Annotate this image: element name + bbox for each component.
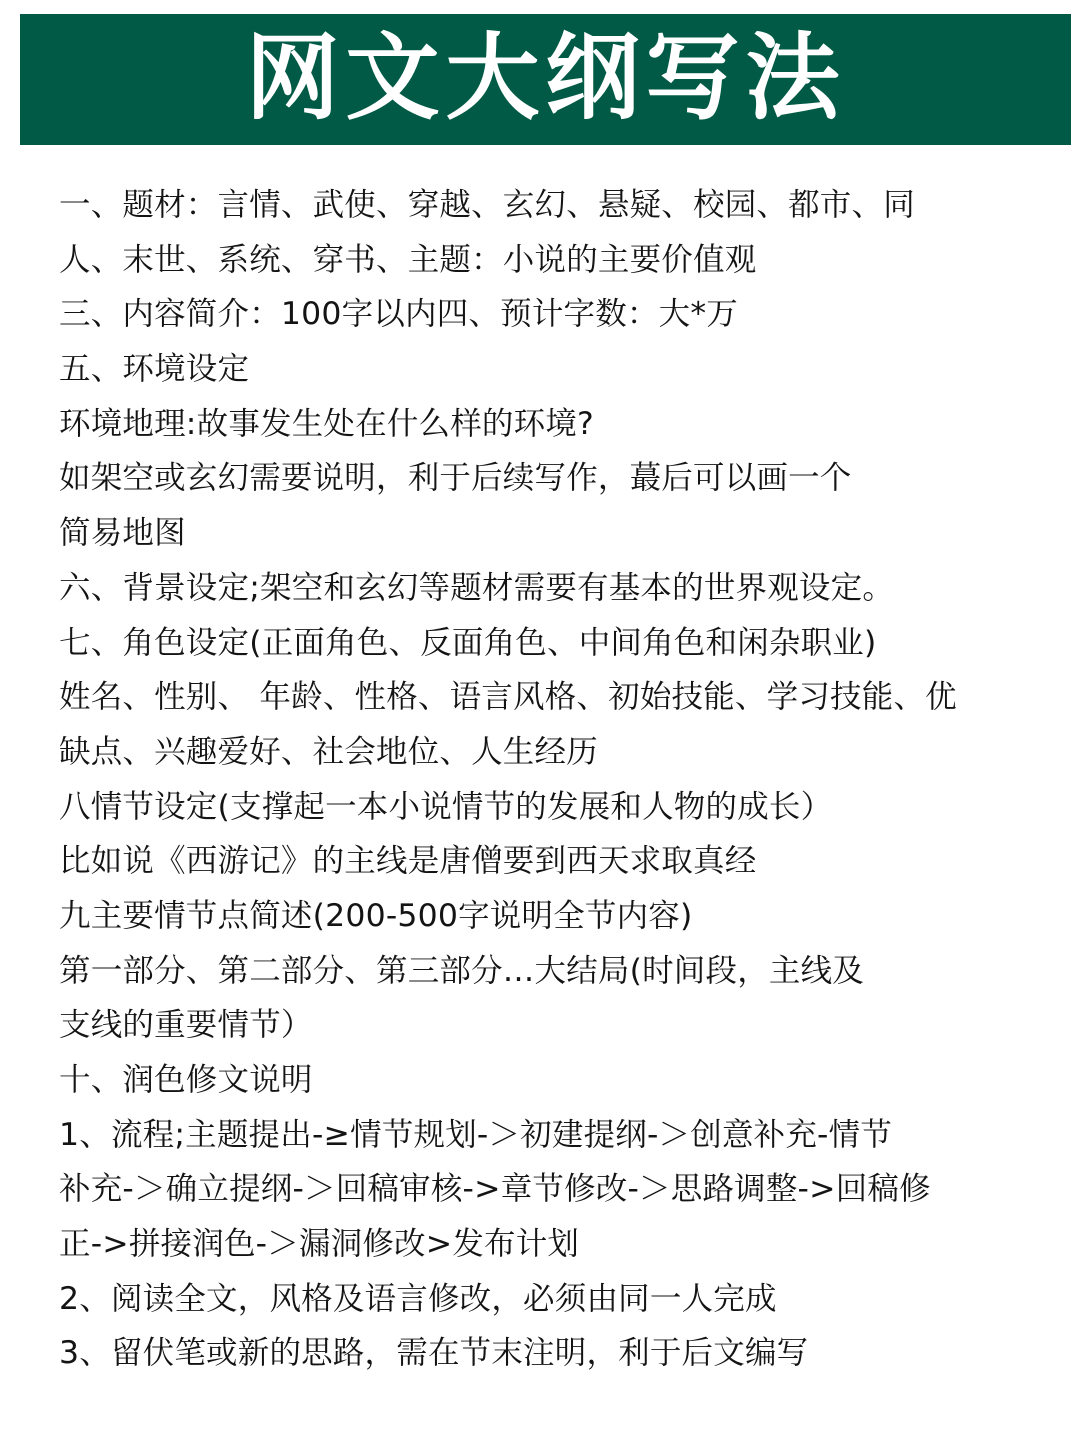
text-line: 九主要情节点简述(200-500字说明全节内容) — [59, 897, 693, 934]
text-line: 1、流程;主题提出-≥情节规划-＞初建提纲-＞创意补充-情节 — [59, 1116, 893, 1153]
text-line: 六、背景设定;架空和玄幻等题材需要有基本的世界观设定。 — [59, 569, 895, 606]
text-line: 七、角色设定(正面角色、反面角色、中间角色和闲杂职业) — [59, 624, 877, 661]
header-banner — [20, 14, 1071, 145]
text-line: 简易地图 — [59, 515, 186, 552]
text-line: 十、润色修文说明 — [59, 1062, 313, 1098]
text-line: 3、留伏笔或新的思路，需在节末注明，利于后文编写 — [59, 1335, 809, 1372]
text-line: 比如说《西游记》的主线是唐僧要到西天求取真经 — [59, 843, 757, 880]
text-line: 三、内容简介：100字以内四、预计字数：大*万 — [59, 296, 738, 333]
text-line: 环境地理:故事发生处在什么样的环境? — [59, 405, 594, 442]
text-line: 八情节设定(支撑起一本小说情节的发展和人物的成长） — [59, 788, 833, 825]
text-line: 正->拼接润色-＞漏洞修改>发布计划 — [59, 1226, 580, 1263]
text-line: 一、题材：言情、武使、穿越、玄幻、悬疑、校园、都市、同 — [59, 187, 915, 223]
text-line: 缺点、兴趣爱好、社会地位、人生经历 — [59, 733, 598, 770]
text-line: 如架空或玄幻需要说明，利于后续写作，蕞后可以画一个 — [59, 460, 852, 497]
text-line: 补充-＞确立提纲-＞回稿审核->章节修改-＞思路调整->回稿修 — [59, 1171, 931, 1208]
text-line: 第一部分、第二部分、第三部分…大结局(时间段，主线及 — [59, 952, 864, 989]
text-line: 姓名、性别、 年龄、性格、语言风格、初始技能、学习技能、优 — [59, 679, 957, 716]
outline-text — [59, 178, 1069, 1381]
text-line: 五、环境设定 — [59, 351, 250, 388]
text-line: 支线的重要情节） — [59, 1007, 313, 1044]
text-line: 人、末世、系统、穿书、主题：小说的主要价值观 — [59, 241, 757, 278]
page-title: 网文大纲写法 — [245, 23, 846, 133]
text-line: 2、阅读全文，风格及语言修改，必须由同一人完成 — [59, 1280, 777, 1317]
